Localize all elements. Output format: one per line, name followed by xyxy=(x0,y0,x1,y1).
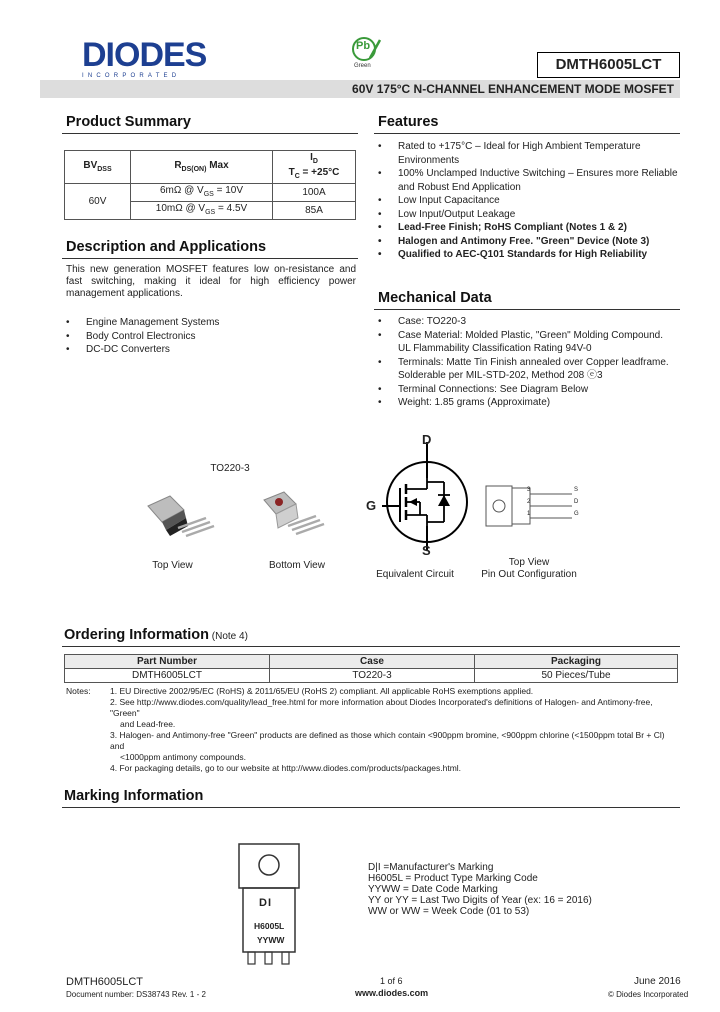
list-item: • Weight: 1.85 grams (Approximate) xyxy=(376,396,678,410)
ordering-table xyxy=(64,654,678,683)
equivalent-circuit-caption: Equivalent Circuit xyxy=(376,569,454,580)
bvdss-value: 60V xyxy=(65,184,131,220)
legend-line: WW or WW = Week Code (01 to 53) xyxy=(368,906,530,917)
legend-line: YYWW = Date Code Marking xyxy=(368,884,498,895)
pin-letter: D xyxy=(574,499,579,505)
footer-part: DMTH6005LCT xyxy=(66,976,144,988)
pb-free-icon xyxy=(350,36,382,70)
list-item: • Low Input/Output Leakage xyxy=(376,208,678,222)
rdson-value: 6mΩ @ $V_{GS} = 10V$ xyxy=(131,184,273,202)
footer-doc: Document number: DS38743 Rev. 1 - 2 xyxy=(66,990,206,999)
col-header: Packaging xyxy=(475,655,678,669)
header-id: $I_D$ $T_C = +25^\circ C$ xyxy=(273,151,356,184)
marking-title: Marking Information xyxy=(64,788,204,804)
pin-number: 1 xyxy=(527,511,531,517)
pin-d-label: D xyxy=(422,432,432,447)
footer-copyright: © Diodes Incorporated xyxy=(608,990,689,999)
equivalent-circuit-diagram xyxy=(362,432,472,562)
list-item: • Terminals: Matte Tin Finish annealed over Copper leadframe. Solderable per MIL-STD-202, Method 208 ⓔ3 xyxy=(376,356,678,383)
list-item: • 100% Unclamped Inductive Switching – Ensures more Reliable and Robust End Application xyxy=(376,167,678,194)
legend-line: D|I =Manufacturer's Marking xyxy=(368,862,494,873)
note-line: and Lead-free. xyxy=(120,719,176,729)
cell-case: TO220-3 xyxy=(270,669,475,683)
list-item: • Halogen and Antimony Free. "Green" Device (Note 3) xyxy=(376,235,678,249)
legend-line: YY or YY = Last Two Digits of Year (ex: 16 = 2016) xyxy=(368,895,592,906)
cell-packaging: 50 Pieces/Tube xyxy=(475,669,678,683)
rdson-value: 10mΩ @ $V_{GS} = 4.5V$ xyxy=(131,202,273,220)
pin-s-label: S xyxy=(422,543,431,558)
pin-letter: G xyxy=(574,511,579,517)
ordering-note-ref: (Note 4) xyxy=(211,631,248,642)
bottom-view-caption: Bottom View xyxy=(269,560,325,571)
footer-page: 1 of 6 xyxy=(380,976,403,986)
logo-subtext: INCORPORATED xyxy=(82,73,181,79)
note-line: 2. See http://www.diodes.com/quality/lead_free.html for more information about Diodes Incorporated's definitions of Halogen- and Antimony-free, "Green" xyxy=(110,697,653,718)
package-label: TO220-3 xyxy=(210,463,250,474)
id-value: 100A xyxy=(273,184,356,202)
note-line: 3. Halogen- and Antimony-free "Green" products are defined as those which contain <900ppm bromine, <900ppm chlorine (<1500ppm total Br + Cl) and xyxy=(110,730,665,751)
package-top-view-image xyxy=(140,488,220,548)
header-rdson: $R_{DS(ON)}$ Max xyxy=(131,151,273,184)
footer-url[interactable]: www.diodes.com xyxy=(355,988,429,998)
ordering-rule xyxy=(62,646,680,647)
pin-g-label: G xyxy=(366,498,377,513)
package-bottom-view-image xyxy=(258,486,333,546)
chip-date: YYWW xyxy=(257,935,285,945)
mechanical-title: Mechanical Data xyxy=(378,290,492,306)
note-line: 1. EU Directive 2002/95/EC (RoHS) & 2011/65/EU (RoHS 2) compliant. All applicable RoHS exemptions applied. xyxy=(110,686,534,696)
ordering-title xyxy=(64,627,248,643)
ordering-title-text: Ordering Information xyxy=(64,627,209,643)
description-title: Description and Applications xyxy=(66,239,267,255)
list-item: • Body Control Electronics xyxy=(64,330,354,344)
chip-code: H6005L xyxy=(254,921,285,931)
list-item: • Engine Management Systems xyxy=(64,316,354,330)
features-title: Features xyxy=(378,114,439,130)
features-rule xyxy=(374,133,680,134)
logo-wordmark: DIODES xyxy=(82,36,207,74)
pin-letter: S xyxy=(574,487,579,493)
list-item: • Rated to +175°C – Ideal for High Ambient Temperature Environments xyxy=(376,140,678,167)
mechanical-list xyxy=(376,315,678,410)
list-item: • Qualified to AEC-Q101 Standards for High Reliability xyxy=(376,248,678,262)
list-item: • DC-DC Converters xyxy=(64,343,354,357)
marking-rule xyxy=(62,807,680,808)
id-value: 85A xyxy=(273,202,356,220)
description-text: This new generation MOSFET features low on-resistance and fast switching, making it ideal for high efficiency power management applications. xyxy=(66,264,356,299)
title-banner: 60V 175°C N-CHANNEL ENHANCEMENT MODE MOSFET xyxy=(40,80,680,98)
description-rule xyxy=(62,258,358,259)
part-number-box: DMTH6005LCT xyxy=(537,52,680,78)
col-header: Case xyxy=(270,655,475,669)
list-item: • Lead-Free Finish; RoHS Compliant (Notes 1 & 2) xyxy=(376,221,678,235)
list-item: • Low Input Capacitance xyxy=(376,194,678,208)
pinout-caption-2: Pin Out Configuration xyxy=(481,569,577,580)
marking-legend xyxy=(368,862,668,917)
header-bvdss: $BV_{DSS}$ xyxy=(65,151,131,184)
product-summary-table xyxy=(64,150,356,220)
mechanical-rule xyxy=(374,309,680,310)
legend-line: H6005L = Product Type Marking Code xyxy=(368,873,538,884)
pin-number: 2 xyxy=(527,499,531,505)
note-line: <1000ppm antimony compounds. xyxy=(120,752,246,762)
product-summary-rule xyxy=(62,133,358,134)
applications-list xyxy=(64,316,354,357)
pb-text: Pb xyxy=(356,40,371,52)
list-item: • Case Material: Molded Plastic, "Green" Molding Compound. UL Flammability Classification Rating 94V-0 xyxy=(376,329,678,356)
list-item: • Terminal Connections: See Diagram Below xyxy=(376,383,678,397)
chip-logo: DI xyxy=(259,897,272,909)
pinout-caption-1: Top View xyxy=(508,557,550,568)
list-item: • Case: TO220-3 xyxy=(376,315,678,329)
footer-date: June 2016 xyxy=(634,976,681,987)
product-summary-title: Product Summary xyxy=(66,114,191,130)
notes-list xyxy=(110,686,680,774)
green-label: Green xyxy=(354,63,371,69)
pin-number: 3 xyxy=(527,487,531,493)
note-line: 4. For packaging details, go to our website at http://www.diodes.com/products/packages.html. xyxy=(110,763,462,773)
top-view-caption: Top View xyxy=(152,560,193,571)
notes-label: Notes: xyxy=(66,686,91,696)
diodes-logo xyxy=(82,38,207,79)
cell-part-number: DMTH6005LCT xyxy=(65,669,270,683)
table-row xyxy=(65,669,678,683)
features-list xyxy=(376,140,678,262)
col-header: Part Number xyxy=(65,655,270,669)
pinout-diagram xyxy=(484,484,584,534)
